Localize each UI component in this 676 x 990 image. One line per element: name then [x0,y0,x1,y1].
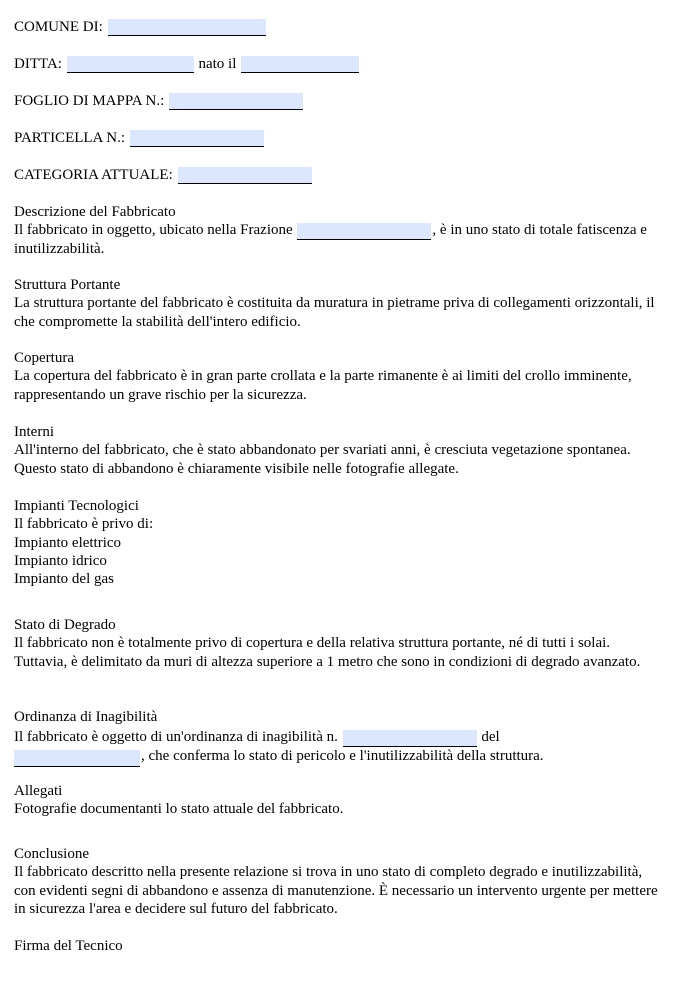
descrizione-title: Descrizione del Fabbricato [14,204,176,220]
particella-row [14,129,265,147]
allegati-section [14,782,664,819]
comune-label: COMUNE DI: [14,19,103,35]
categoria-field[interactable] [178,167,312,184]
ordinanza-text-del: del [481,728,500,745]
descrizione-section [14,203,664,258]
ordinanza-title: Ordinanza di Inagibilità [14,709,158,725]
degrado-section [14,616,664,671]
impianti-item: Impianto del gas [14,571,114,588]
firma-label: Firma del Tecnico [14,938,123,954]
nato-field[interactable] [241,56,359,73]
conclusione-title: Conclusione [14,846,89,862]
interni-text: All'interno del fabbricato, che è stato abbandonato per svariati anni, è cresciuta vegetazione spontanea. Questo stato di abbandono è chiaramente visibile nelle fotografie allegate. [14,442,631,477]
comune-field[interactable] [108,19,266,36]
ordinanza-numero-field[interactable] [343,730,477,747]
ditta-row [14,55,360,73]
ordinanza-text-before: Il fabbricato è oggetto di un'ordinanza di inagibilità n. [14,728,338,745]
ditta-field[interactable] [67,56,194,73]
particella-field[interactable] [130,130,264,147]
particella-label: PARTICELLA N.: [14,130,126,146]
copertura-title: Copertura [14,350,74,366]
foglio-label: FOGLIO DI MAPPA N.: [14,93,165,109]
impianti-title: Impianti Tecnologici [14,498,139,514]
ordinanza-data-field[interactable] [14,750,140,767]
firma-section [14,937,664,955]
impianti-section [14,497,664,588]
descrizione-text [14,221,664,258]
foglio-row [14,92,304,110]
impianti-item: Impianto elettrico [14,534,122,551]
interni-title: Interni [14,424,54,440]
ordinanza-text-after: , che conferma lo stato di pericolo e l'inutilizzabilità della struttura. [141,748,544,764]
ordinanza-line-2 [14,747,664,767]
ordinanza-line-1 [14,728,664,748]
allegati-text: Fotografie documentanti lo stato attuale del fabbricato. [14,801,344,818]
descrizione-text-before: Il fabbricato in oggetto, ubicato nella Frazione [14,222,293,239]
copertura-section [14,349,664,404]
degrado-title: Stato di Degrado [14,617,116,633]
conclusione-section [14,845,664,918]
interni-section [14,423,664,478]
copertura-text: La copertura del fabbricato è in gran parte crollata e la parte rimanente è ai limiti del crollo imminente, rappresentando un grave rischio per la sicurezza. [14,368,632,403]
categoria-row [14,166,313,184]
struttura-title: Struttura Portante [14,277,121,293]
nato-label: nato il [198,56,237,72]
struttura-text: La struttura portante del fabbricato è costituita da muratura in pietrame priva di collegamenti orizzontali, il che compromette la stabilità dell'intero edificio. [14,295,655,330]
conclusione-text: Il fabbricato descritto nella presente relazione si trova in uno stato di completo degrado e inutilizzabilità, con evidenti segni di abbandono e assenza di manutenzione. È necessario un intervento urgente per mettere in sicurezza l'area e decidere sul futuro del fabbricato. [14,864,658,917]
impianti-intro: Il fabbricato è privo di: [14,516,154,533]
struttura-section [14,276,664,331]
degrado-text: Il fabbricato non è totalmente privo di copertura e della relativa struttura portante, né di tutti i solai. Tuttavia, è delimitato da muri di altezza superiore a 1 metro che sono in condizioni di degrado avanzato. [14,635,641,670]
ordinanza-section [14,708,664,767]
foglio-field[interactable] [169,93,303,110]
comune-row [14,18,267,36]
descrizione-text-after: , è in uno stato di totale fatiscenza e inutilizzabilità. [14,222,647,257]
allegati-title: Allegati [14,783,63,799]
categoria-label: CATEGORIA ATTUALE: [14,167,173,183]
frazione-field[interactable] [297,223,431,240]
impianti-item: Impianto idrico [14,552,107,569]
ditta-label: DITTA: [14,56,62,72]
